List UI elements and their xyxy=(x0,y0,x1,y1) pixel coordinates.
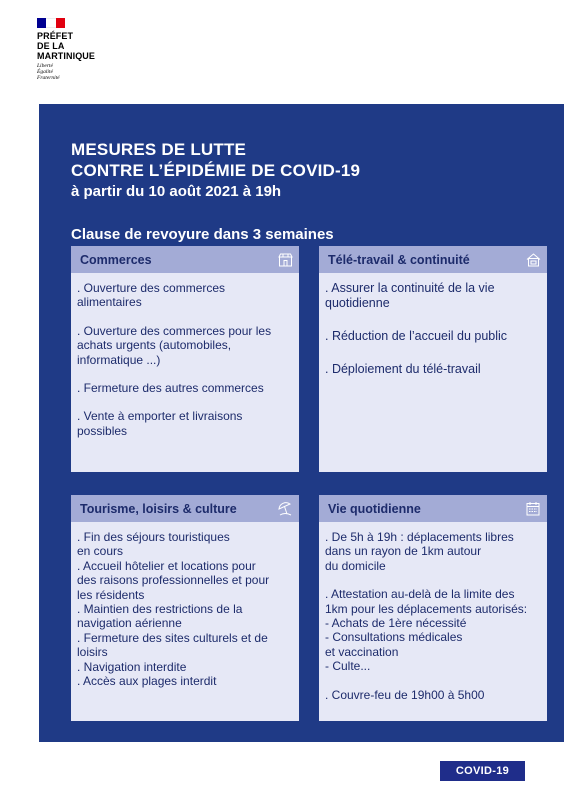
list-item: . Couvre-feu de 19h00 à 5h00 xyxy=(325,687,485,702)
shop-icon xyxy=(277,252,293,268)
home-icon xyxy=(525,252,541,268)
page-subtitle: à partir du 10 août 2021 à 19h xyxy=(71,183,282,200)
calendar-icon xyxy=(525,501,541,517)
list-item: . Ouverture des commerces alimentaires xyxy=(77,281,226,310)
spacer xyxy=(325,573,539,587)
title-line-2: CONTRE L’ÉPIDÉMIE DE COVID-19 xyxy=(71,161,361,180)
list-item: . Fin des séjours touristiques en cours xyxy=(77,530,230,559)
list-item: . Vente à emporter et livraisons possibles xyxy=(77,409,243,438)
spacer xyxy=(325,674,539,688)
card-commerces xyxy=(71,246,299,472)
card-header xyxy=(319,246,547,273)
list-item: . Assurer la continuité de la vie quotidienne xyxy=(325,281,495,310)
card-title: Vie quotidienne xyxy=(328,501,421,516)
card-body xyxy=(71,273,299,460)
motto-egalite: Égalité xyxy=(37,69,53,75)
list-item: . Attestation au-delà de la limite des 1km pour les déplacements autorisés: - Achats de 1ère nécessité - Consultations médicales et vaccination - Culte... xyxy=(325,587,528,674)
list-item: . Accueil hôtelier et locations pour des raisons professionnelles et pour les résidents xyxy=(77,558,270,602)
list-item: . Maintien des restrictions de la navigation aérienne xyxy=(77,602,243,631)
logo-motto xyxy=(37,63,117,81)
card-title: Commerces xyxy=(80,252,152,267)
list-item: . Ouverture des commerces pour les achats urgents (automobiles, informatique ...) xyxy=(77,323,272,367)
card-tourisme xyxy=(71,495,299,721)
logo-line-1: PRÉFET xyxy=(37,31,74,41)
card-body xyxy=(319,273,547,403)
french-flag-icon xyxy=(37,18,65,28)
card-header xyxy=(319,495,547,522)
card-title: Tourisme, loisirs & culture xyxy=(80,501,237,516)
beach-umbrella-icon xyxy=(277,501,293,517)
card-title: Télé-travail & continuité xyxy=(328,252,470,267)
card-vie-quotidienne xyxy=(319,495,547,721)
title-line-1: MESURES DE LUTTE xyxy=(71,140,247,159)
motto-liberte: Liberté xyxy=(37,63,53,69)
card-header xyxy=(71,246,299,273)
card-teletravail xyxy=(319,246,547,472)
card-header xyxy=(71,495,299,522)
motto-fraternite: Fraternité xyxy=(37,75,60,81)
list-item: . Navigation interdite xyxy=(77,659,187,674)
prefet-logo xyxy=(37,18,117,81)
logo-line-2: DE LA xyxy=(37,41,65,51)
list-item: . De 5h à 19h : déplacements libres dans un rayon de 1km autour du domicile xyxy=(325,530,514,573)
list-item: . Réduction de l’accueil du public xyxy=(325,329,508,343)
page-title xyxy=(71,139,360,181)
list-item: . Déploiement du télé-travail xyxy=(325,362,481,376)
list-item: . Fermeture des sites culturels et de loisirs xyxy=(77,630,268,660)
card-body xyxy=(319,522,547,710)
logo-line-3: MARTINIQUE xyxy=(37,51,95,61)
list-item: . Fermeture des autres commerces xyxy=(77,381,264,396)
list-item: . Accès aux plages interdit xyxy=(77,674,217,689)
covid-badge: COVID-19 xyxy=(440,761,525,781)
review-clause: Clause de revoyure dans 3 semaines xyxy=(71,226,334,243)
card-body xyxy=(71,522,299,696)
